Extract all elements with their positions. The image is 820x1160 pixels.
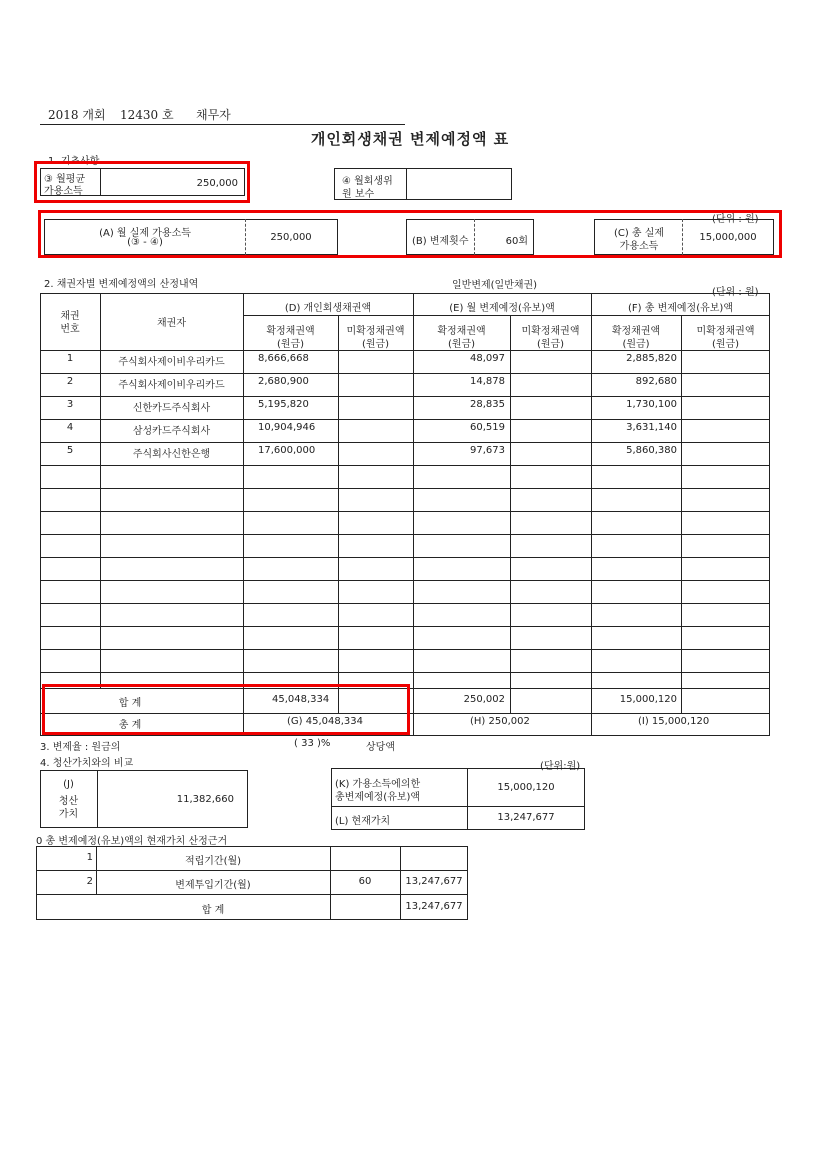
- section5-label: 0 총 변제예정(유보)액의 현재가치 산정근거: [36, 836, 228, 847]
- j-label-l1: (J): [63, 779, 74, 790]
- row-creditor: 삼성카드주식회사: [132, 426, 211, 437]
- row-d: 2,680,900: [258, 376, 309, 387]
- row-e: 14,878: [470, 376, 505, 387]
- row-divider: [40, 511, 770, 512]
- pv-row-n: 60: [358, 876, 372, 887]
- total-i: (I) 15,000,120: [638, 716, 710, 727]
- row-no: 4: [66, 422, 74, 433]
- row-divider: [40, 580, 770, 581]
- row-divider: [40, 488, 770, 489]
- row-divider: [40, 672, 770, 673]
- pv-sum-value: 13,247,677: [405, 901, 463, 912]
- c-value: 15,000,000: [699, 232, 757, 243]
- row-divider: [40, 373, 770, 374]
- d-unconf-l2: (원금): [361, 339, 390, 350]
- pv-sum-label: 합 계: [201, 905, 225, 916]
- row-divider: [40, 442, 770, 443]
- j-label-l3: 가치: [58, 809, 79, 820]
- row-divider: [40, 534, 770, 535]
- col-creditor: 채권자: [157, 318, 186, 329]
- row-divider: [40, 465, 770, 466]
- row-f: 3,631,140: [626, 422, 677, 433]
- sum-label: 합 계: [118, 698, 142, 709]
- row-f: 892,680: [635, 376, 677, 387]
- item4-label-l2: 원 보수: [342, 189, 375, 200]
- row-divider: [40, 557, 770, 558]
- highlight-totals: [42, 684, 410, 735]
- col-no-l2: 번호: [60, 324, 80, 335]
- sum-d: 45,048,334: [272, 694, 330, 705]
- total-label: 총 계: [118, 720, 142, 731]
- row-divider: [40, 419, 770, 420]
- row-e: 48,097: [470, 353, 505, 364]
- b-label: (B) 변제횟수: [412, 236, 469, 247]
- d-conf-l2: (원금): [276, 339, 305, 350]
- e-conf-l2: (원금): [447, 339, 476, 350]
- item3-label-l2: 가용소득: [44, 186, 83, 197]
- e-unconf-l1: 미확정채권액: [521, 326, 580, 337]
- sum-f: 15,000,120: [619, 694, 677, 705]
- col-d: (D) 개인회생채권액: [284, 303, 372, 314]
- f-unconf-l2: (원금): [711, 339, 740, 350]
- l-label: (L) 현재가치: [335, 816, 391, 827]
- row-e: 28,835: [470, 399, 505, 410]
- section2-unit: (단위 : 원): [712, 287, 759, 298]
- d-unconf-l1: 미확정채권액: [346, 326, 405, 337]
- col-e: (E) 월 변제예정(유보)액: [449, 303, 555, 314]
- section4-unit: (단위:원): [540, 761, 581, 772]
- col-no-l1: 채권: [60, 311, 80, 322]
- row-divider: [40, 603, 770, 604]
- row-divider: [40, 626, 770, 627]
- e-conf-l1: 확정채권액: [437, 326, 486, 337]
- pv-row-no: 2: [86, 876, 93, 887]
- a-value: 250,000: [270, 232, 312, 243]
- pv-row-value: 13,247,677: [405, 876, 463, 887]
- j-value: 11,382,660: [176, 794, 234, 805]
- pv-row-label: 변제투입기간(월): [175, 880, 251, 891]
- j-label-l2: 청산: [58, 796, 79, 807]
- col-f: (F) 총 변제예정(유보)액: [628, 303, 733, 314]
- total-h: (H) 250,002: [470, 716, 530, 727]
- row-no: 2: [66, 376, 74, 387]
- b-value: 60회: [505, 236, 528, 247]
- section3-label: 3. 변제율 : 원금의: [40, 742, 121, 753]
- section3-rate: ( 33 )%: [294, 738, 331, 749]
- row-creditor: 주식회사신한은행: [132, 449, 211, 460]
- l-value: 13,247,677: [497, 812, 555, 823]
- debtor-label: 채무자: [196, 108, 231, 122]
- f-conf-l1: 확정채권액: [611, 326, 661, 337]
- section2-label: 2. 채권자별 변제예정액의 산정내역: [44, 279, 199, 290]
- section2-type: 일반변제(일반채권): [452, 280, 538, 291]
- section4-label: 4. 청산가치와의 비교: [40, 758, 134, 769]
- e-unconf-l2: (원금): [536, 339, 565, 350]
- row-d: 17,600,000: [258, 445, 316, 456]
- row-creditor: 주식회사제이비우리카드: [118, 380, 225, 391]
- k-label-l1: (K) 가용소득에의한: [335, 779, 421, 790]
- highlight-item3: [34, 161, 250, 203]
- highlight-section1-row: [38, 210, 782, 258]
- row-d: 8,666,668: [258, 353, 309, 364]
- row-f: 5,860,380: [626, 445, 677, 456]
- case-year: 2018 개회: [48, 108, 106, 122]
- row-d: 10,904,946: [258, 422, 316, 433]
- pv-row-no: 1: [86, 852, 93, 863]
- row-no: 3: [66, 399, 74, 410]
- header-underline: [40, 124, 405, 125]
- row-f: 2,885,820: [626, 353, 677, 364]
- row-f: 1,730,100: [626, 399, 677, 410]
- item3-value: 250,000: [196, 178, 238, 189]
- row-divider: [40, 396, 770, 397]
- row-creditor: 신한카드주식회사: [132, 403, 211, 414]
- item3-label-l1: ③ 월평균: [44, 174, 86, 185]
- k-label-l2: 총변제예정(유보)액: [335, 792, 421, 803]
- row-d: 5,195,820: [258, 399, 309, 410]
- item4-label-l1: ④ 월회생위: [342, 176, 393, 187]
- section1-unit: (단위 : 원): [712, 214, 759, 225]
- a-label-l2: (③ - ④): [127, 237, 163, 248]
- c-label-l2: 가용소득: [619, 241, 659, 252]
- section3-suffix: 상당액: [366, 742, 395, 753]
- k-value: 15,000,120: [497, 782, 555, 793]
- row-creditor: 주식회사제이비우리카드: [118, 357, 225, 368]
- c-label-l1: (C) 총 실제: [613, 228, 665, 239]
- f-conf-l2: (원금): [622, 339, 650, 350]
- f-unconf-l1: 미확정채권액: [696, 326, 755, 337]
- row-no: 5: [66, 445, 74, 456]
- row-divider: [40, 649, 770, 650]
- sum-e: 250,002: [463, 694, 505, 705]
- row-e: 60,519: [470, 422, 505, 433]
- d-conf-l1: 확정채권액: [266, 326, 315, 337]
- row-e: 97,673: [470, 445, 505, 456]
- page-title: 개인회생채권 변제예정액 표: [310, 130, 510, 148]
- total-g: (G) 45,048,334: [287, 716, 363, 727]
- a-label-l1: (A) 월 실제 가용소득: [99, 228, 191, 239]
- row-no: 1: [66, 353, 74, 364]
- pv-row-label: 적립기간(월): [184, 856, 242, 867]
- case-number: 12430 호: [120, 108, 174, 122]
- section1-label: 1. 기초사항: [48, 156, 100, 167]
